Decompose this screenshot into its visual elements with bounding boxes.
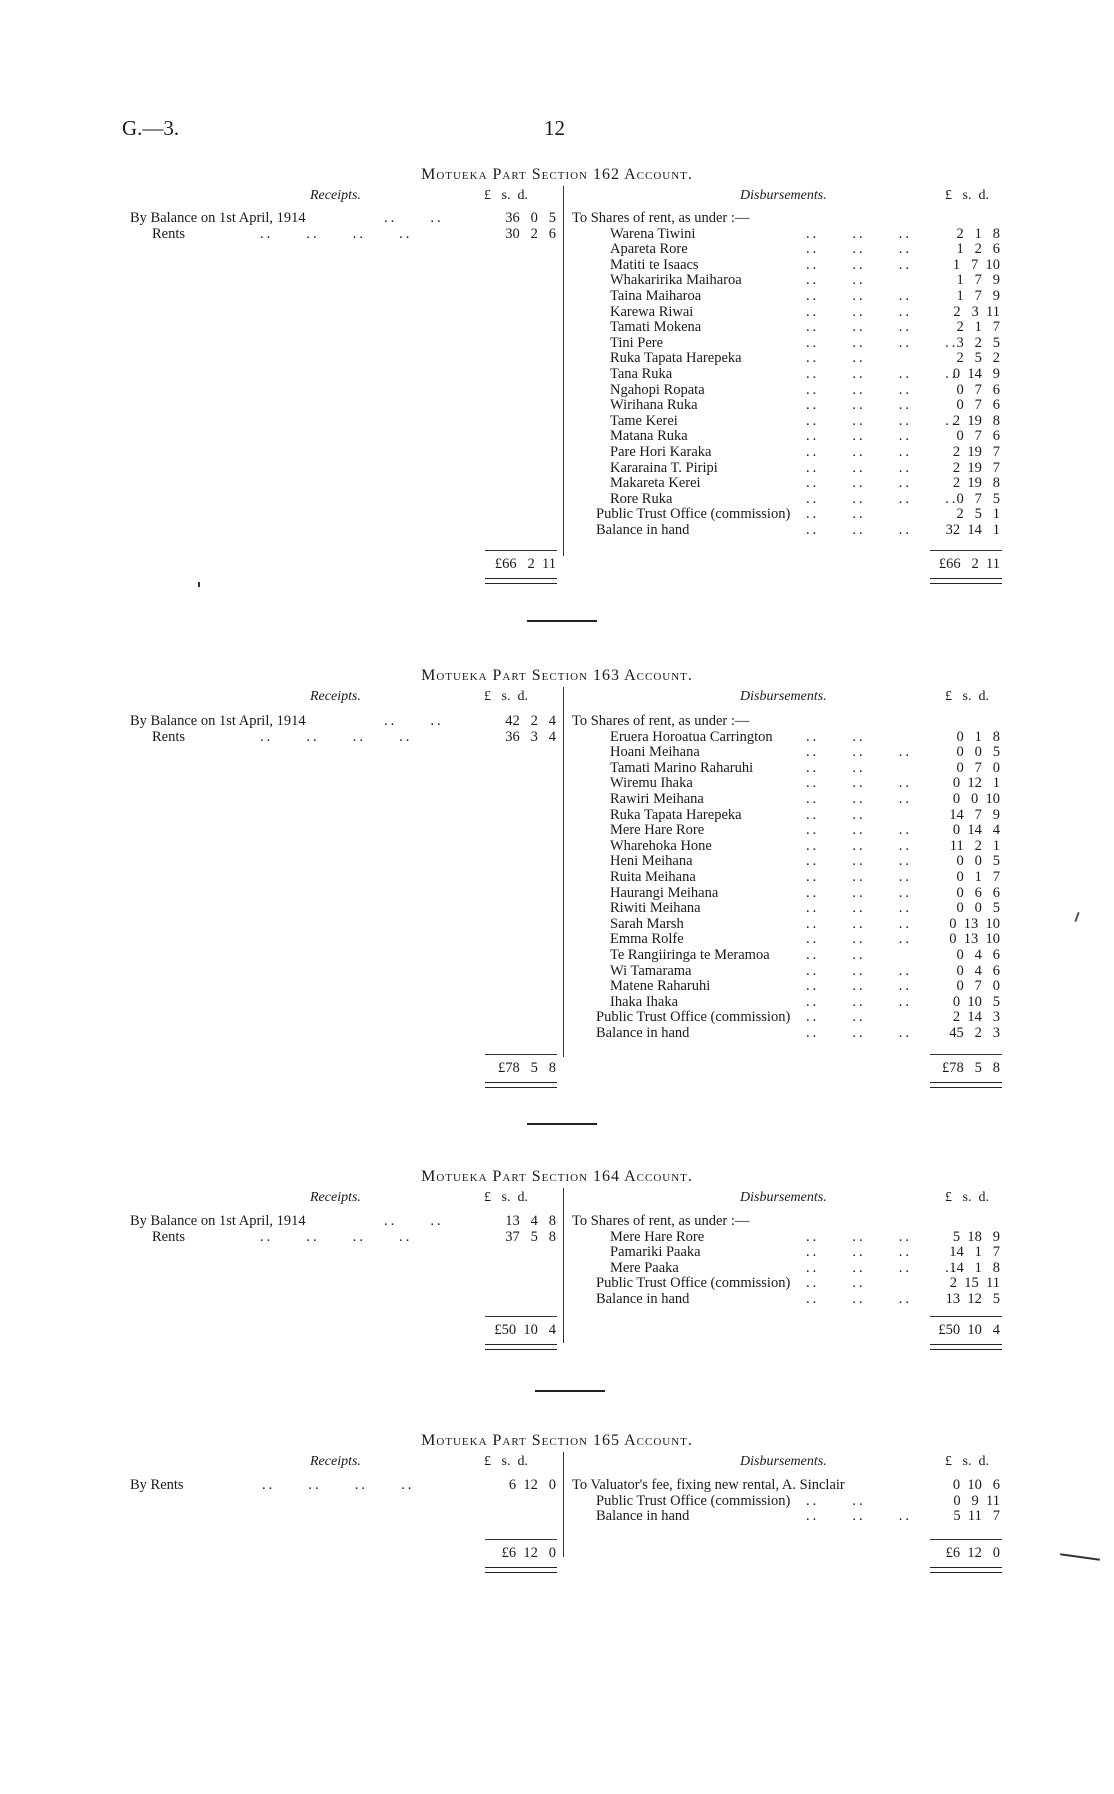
column-divider [563, 186, 564, 556]
disbursements-money-header: £ s. d. [945, 1190, 989, 1205]
disbursement-leader: .. .. .. [806, 1244, 912, 1261]
disbursement-amount: 0 12 1 [952, 775, 1000, 792]
disbursement-label: Mere Hare Rore [610, 1228, 705, 1245]
disbursement-leader: .. .. .. [806, 522, 912, 538]
section-separator [527, 620, 597, 622]
receipt-leader: .. .. .. .. [260, 225, 413, 242]
disbursement-leader: .. .. [806, 1275, 866, 1292]
receipts-total-rule [485, 1539, 557, 1540]
disbursement-leader: .. .. .. [806, 822, 912, 839]
receipts-double-rule [485, 1567, 557, 1573]
disbursement-amount: 0 9 11 [953, 1492, 1000, 1509]
disbursements-total-rule [930, 1054, 1002, 1055]
disbursement-leader: .. .. .. [806, 303, 912, 320]
disbursement-label: Taina Maiharoa [610, 288, 702, 304]
receipt-label: Rents [152, 728, 186, 745]
account-title: Motueka Part Section 163 Account. [421, 667, 693, 684]
page-number: 12 [544, 116, 565, 140]
disbursement-leader: .. .. .. [806, 428, 912, 445]
receipt-amount: 37 5 8 [505, 1228, 556, 1245]
disbursement-amount: 0 0 5 [956, 900, 1000, 917]
disbursement-label: Emma Rolfe [610, 931, 684, 948]
disbursement-label: Heni Meihana [610, 853, 693, 870]
stray-mark [1074, 912, 1079, 922]
disbursement-amount: 2 3 11 [953, 303, 1000, 320]
receipts-money-header: £ s. d. [484, 1454, 528, 1469]
disbursements-header: Disbursements. [740, 1454, 827, 1469]
receipts-money-header: £ s. d. [484, 689, 528, 704]
disbursement-label: Pamariki Paaka [610, 1244, 701, 1261]
disbursement-leader: .. .. .. [806, 475, 912, 492]
column-divider [563, 1188, 564, 1343]
disbursement-amount: 0 1 7 [956, 869, 1000, 885]
disbursements-header: Disbursements. [740, 1190, 827, 1205]
receipt-leader: .. .. [384, 210, 444, 226]
disbursement-amount: 13 12 5 [945, 1291, 1000, 1307]
disbursement-leader: .. .. [806, 947, 866, 963]
receipt-amount: 13 4 8 [505, 1213, 556, 1229]
disbursement-label: Hoani Meihana [610, 744, 700, 761]
receipts-total-rule [485, 1316, 557, 1317]
disbursement-leader: .. .. .. .. [806, 1259, 959, 1276]
disbursement-amount: 32 14 1 [945, 522, 1000, 538]
disbursements-total-rule [930, 550, 1002, 551]
disbursements-double-rule [930, 578, 1002, 584]
receipts-total: £78 5 8 [498, 1060, 556, 1076]
disbursement-label: Matana Ruka [610, 428, 688, 445]
disbursement-leader: .. .. [806, 1492, 866, 1509]
disbursement-leader: .. .. .. [806, 775, 912, 792]
disbursement-amount: 2 15 11 [949, 1275, 1000, 1292]
disbursement-leader: .. .. .. [806, 962, 912, 979]
disbursement-label: Haurangi Meihana [610, 884, 719, 901]
disbursement-leader: .. .. .. [806, 791, 912, 807]
disbursement-amount: 5 18 9 [952, 1228, 1000, 1245]
receipt-label: By Balance on 1st April, 1914 [130, 1213, 306, 1229]
disbursement-leader: .. .. .. [806, 837, 912, 854]
disbursement-leader: .. .. [806, 272, 866, 289]
disbursements-header: Disbursements. [740, 188, 827, 203]
disbursement-label: Balance in hand [596, 1291, 690, 1307]
disbursement-amount: 14 1 8 [949, 1259, 1000, 1276]
receipts-total-rule [485, 1054, 557, 1055]
disbursement-amount: 0 13 10 [949, 915, 1000, 932]
disbursement-label: Te Rangiiringa te Meramoa [610, 947, 770, 963]
disbursement-leader: .. .. .. [806, 225, 912, 242]
column-divider [563, 687, 564, 1057]
disbursement-amount: 0 0 5 [956, 744, 1000, 761]
disbursement-label: Tamati Mokena [610, 319, 702, 336]
disbursement-amount: 0 4 6 [956, 947, 1000, 963]
disbursement-label: Apareta Rore [610, 241, 688, 258]
disbursement-leader: .. .. .. [806, 900, 912, 917]
disbursement-leader: .. .. .. [806, 1228, 912, 1245]
disbursement-label: Balance in hand [596, 1025, 690, 1041]
receipt-label: By Rents [130, 1477, 184, 1493]
disbursement-leader: .. .. .. [806, 931, 912, 948]
disbursement-leader: .. .. .. [806, 381, 912, 398]
disbursement-label: Sarah Marsh [610, 915, 684, 932]
disbursements-total-rule [930, 1539, 1002, 1540]
disbursement-leader: .. .. .. [806, 241, 912, 258]
disbursement-leader: .. .. [806, 350, 866, 367]
disbursement-label: Ruka Tapata Harepeka [610, 350, 742, 367]
disbursement-leader: .. .. [806, 806, 866, 823]
disbursements-money-header: £ s. d. [945, 188, 989, 203]
section-separator [527, 1123, 597, 1125]
account-title: Motueka Part Section 162 Account. [421, 166, 693, 183]
disbursement-label: Warena Tiwini [610, 225, 696, 242]
disbursement-leader: .. .. .. [806, 444, 912, 460]
disbursement-amount: 0 10 6 [952, 1477, 1000, 1493]
disbursement-amount: 11 2 1 [949, 837, 1000, 854]
disbursement-leader: .. .. [806, 506, 866, 523]
disbursement-amount: 0 6 6 [956, 884, 1000, 901]
receipts-double-rule [485, 1082, 557, 1088]
receipt-leader: .. .. .. .. [260, 728, 413, 745]
disbursement-label: Wiremu Ihaka [610, 775, 693, 792]
disbursement-amount: 0 7 5 [956, 490, 1000, 507]
disbursements-total: £66 2 11 [938, 556, 1000, 572]
disbursement-label: Eruera Horoatua Carrington [610, 728, 773, 745]
disbursement-label: Public Trust Office (commission) [596, 1275, 791, 1292]
disbursement-leader: .. .. .. [806, 1508, 912, 1525]
disbursement-label: Matene Raharuhi [610, 978, 711, 995]
disbursement-amount: 2 19 8 [952, 475, 1000, 492]
disbursement-leader: .. .. .. [806, 1025, 912, 1041]
disbursement-label: Pare Hori Karaka [610, 444, 712, 460]
disbursement-label: Whakaririka Maiharoa [610, 272, 742, 289]
disbursement-amount: 0 14 9 [952, 366, 1000, 382]
disbursement-label: Balance in hand [596, 522, 690, 538]
disbursement-leader: .. .. .. [806, 869, 912, 885]
disbursement-amount: 14 7 9 [949, 806, 1000, 823]
disbursement-amount: 5 11 7 [953, 1508, 1000, 1525]
stray-mark [198, 582, 200, 587]
disbursement-label: Karewa Riwai [610, 303, 694, 320]
receipt-label: Rents [152, 225, 186, 242]
disbursement-amount: 2 5 2 [956, 350, 1000, 367]
account-title: Motueka Part Section 164 Account. [421, 1168, 693, 1185]
receipt-amount: 30 2 6 [505, 225, 556, 242]
disbursement-leader: .. .. [806, 1009, 866, 1026]
disbursement-label: To Shares of rent, as under :— [572, 713, 750, 729]
disbursement-leader: .. .. .. [806, 853, 912, 870]
receipts-money-header: £ s. d. [484, 1190, 528, 1205]
disbursement-amount: 0 7 6 [956, 397, 1000, 414]
disbursement-leader: .. .. .. [806, 993, 912, 1010]
disbursement-leader: .. .. [806, 728, 866, 745]
disbursement-amount: 0 14 4 [952, 822, 1000, 839]
disbursement-amount: 0 7 0 [956, 759, 1000, 776]
stray-mark [1060, 1553, 1100, 1561]
receipts-total: £50 10 4 [494, 1322, 556, 1338]
receipt-amount: 36 3 4 [505, 728, 556, 745]
receipt-amount: 42 2 4 [505, 713, 556, 729]
disbursement-amount: 2 1 8 [956, 225, 1000, 242]
disbursement-label: Ruka Tapata Harepeka [610, 806, 742, 823]
disbursements-money-header: £ s. d. [945, 689, 989, 704]
disbursements-total: £78 5 8 [942, 1060, 1000, 1076]
receipts-total: £6 12 0 [501, 1545, 556, 1561]
disbursement-label: Public Trust Office (commission) [596, 1009, 791, 1026]
disbursement-amount: 3 2 5 [956, 334, 1000, 351]
disbursement-label: Tana Ruka [610, 366, 673, 382]
disbursement-label: To Valuator's fee, fixing new rental, A. Sinclair [572, 1477, 845, 1493]
disbursement-amount: 2 19 7 [952, 444, 1000, 460]
receipt-leader: .. .. .. .. [262, 1477, 415, 1493]
disbursements-total-rule [930, 1316, 1002, 1317]
disbursement-amount: 2 14 3 [952, 1009, 1000, 1026]
disbursement-leader: .. .. .. .. [806, 412, 959, 429]
disbursement-amount: 2 5 1 [956, 506, 1000, 523]
disbursement-amount: 1 7 9 [956, 288, 1000, 304]
disbursement-amount: 0 10 5 [952, 993, 1000, 1010]
disbursement-amount: 0 0 10 [952, 791, 1000, 807]
receipts-header: Receipts. [310, 689, 361, 704]
disbursement-label: Wirihana Ruka [610, 397, 698, 414]
receipt-label: Rents [152, 1228, 186, 1245]
disbursement-amount: 0 7 6 [956, 381, 1000, 398]
disbursement-amount: 1 2 6 [956, 241, 1000, 258]
disbursement-amount: 2 19 8 [952, 412, 1000, 429]
disbursements-double-rule [930, 1344, 1002, 1350]
disbursement-leader: .. .. .. [806, 459, 912, 476]
disbursement-label: Wharehoka Hone [610, 837, 712, 854]
receipt-amount: 6 12 0 [508, 1477, 556, 1493]
disbursement-label: Matiti te Isaacs [610, 256, 699, 273]
disbursement-label: Kararaina T. Piripi [610, 459, 718, 476]
disbursement-leader: .. .. .. [806, 288, 912, 304]
section-separator [535, 1390, 605, 1392]
disbursement-amount: 45 2 3 [949, 1025, 1000, 1041]
receipt-amount: 36 0 5 [505, 210, 556, 226]
disbursement-amount: 1 7 10 [952, 256, 1000, 273]
disbursement-amount: 14 1 7 [949, 1244, 1000, 1261]
disbursements-total: £50 10 4 [938, 1322, 1000, 1338]
disbursement-label: Tame Kerei [610, 412, 678, 429]
receipt-leader: .. .. [384, 1213, 444, 1229]
disbursements-header: Disbursements. [740, 689, 827, 704]
disbursement-label: Mere Hare Rore [610, 822, 705, 839]
disbursement-leader: .. .. [806, 759, 866, 776]
column-divider [563, 1452, 564, 1557]
disbursement-label: Ngahopi Ropata [610, 381, 705, 398]
disbursement-label: Ruita Meihana [610, 869, 696, 885]
disbursement-amount: 0 7 6 [956, 428, 1000, 445]
disbursement-amount: 1 7 9 [956, 272, 1000, 289]
receipt-label: By Balance on 1st April, 1914 [130, 210, 306, 226]
disbursement-label: Mere Paaka [610, 1259, 679, 1276]
disbursement-leader: .. .. .. .. [806, 334, 959, 351]
disbursement-leader: .. .. .. [806, 978, 912, 995]
receipt-leader: .. .. .. .. [260, 1228, 413, 1245]
disbursement-leader: .. .. .. [806, 319, 912, 336]
disbursement-leader: .. .. .. [806, 397, 912, 414]
account-title: Motueka Part Section 165 Account. [421, 1432, 693, 1449]
receipts-double-rule [485, 578, 557, 584]
page-ref: G.—3. [122, 116, 180, 140]
disbursement-label: Rawiri Meihana [610, 791, 704, 807]
disbursement-amount: 0 1 8 [956, 728, 1000, 745]
disbursement-label: To Shares of rent, as under :— [572, 1213, 750, 1229]
disbursement-label: Wi Tamarama [610, 962, 692, 979]
disbursement-label: Makareta Kerei [610, 475, 701, 492]
disbursement-label: Tini Pere [610, 334, 664, 351]
disbursements-double-rule [930, 1082, 1002, 1088]
disbursement-leader: .. .. .. [806, 884, 912, 901]
disbursement-label: Riwiti Meihana [610, 900, 701, 917]
disbursement-leader: .. .. .. .. [806, 366, 959, 382]
disbursement-leader: .. .. .. .. [806, 490, 959, 507]
receipts-total: £66 2 11 [494, 556, 556, 572]
receipts-header: Receipts. [310, 1454, 361, 1469]
disbursement-label: Public Trust Office (commission) [596, 506, 791, 523]
disbursement-label: Ihaka Ihaka [610, 993, 679, 1010]
receipt-leader: .. .. [384, 713, 444, 729]
disbursement-label: Rore Ruka [610, 490, 673, 507]
disbursement-leader: .. .. .. [806, 915, 912, 932]
receipt-label: By Balance on 1st April, 1914 [130, 713, 306, 729]
disbursement-label: Tamati Marino Raharuhi [610, 759, 754, 776]
disbursement-label: To Shares of rent, as under :— [572, 210, 750, 226]
disbursement-amount: 2 19 7 [952, 459, 1000, 476]
disbursements-total: £6 12 0 [945, 1545, 1000, 1561]
disbursement-amount: 0 0 5 [956, 853, 1000, 870]
receipts-total-rule [485, 550, 557, 551]
disbursements-money-header: £ s. d. [945, 1454, 989, 1469]
disbursement-label: Balance in hand [596, 1508, 690, 1525]
disbursement-amount: 0 4 6 [956, 962, 1000, 979]
disbursement-leader: .. .. .. [806, 1291, 912, 1307]
disbursement-amount: 2 1 7 [956, 319, 1000, 336]
disbursements-double-rule [930, 1567, 1002, 1573]
disbursement-amount: 0 7 0 [956, 978, 1000, 995]
receipts-header: Receipts. [310, 188, 361, 203]
disbursement-amount: 0 13 10 [949, 931, 1000, 948]
receipts-money-header: £ s. d. [484, 188, 528, 203]
receipts-double-rule [485, 1344, 557, 1350]
receipts-header: Receipts. [310, 1190, 361, 1205]
disbursement-label: Public Trust Office (commission) [596, 1492, 791, 1509]
disbursement-leader: .. .. .. [806, 744, 912, 761]
disbursement-leader: .. .. .. [806, 256, 912, 273]
